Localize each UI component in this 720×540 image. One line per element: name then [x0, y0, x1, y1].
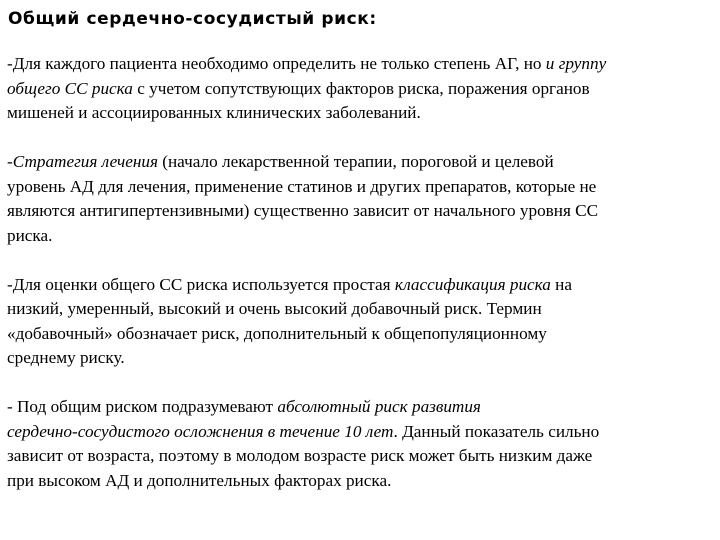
paragraph-spacer: [7, 248, 713, 273]
text-run: низкий, умеренный, высокий и очень высокий добавочный риск. Термин: [7, 299, 542, 318]
emphasis-run: общего СС риска: [7, 78, 133, 98]
text-line: [7, 273, 713, 298]
text-run: зависит от возраста, поэтому в молодом возрасте риск может быть низким даже: [7, 446, 593, 465]
slide-title: Общий сердечно-сосудистый риск:: [8, 9, 377, 29]
text-run: риска.: [7, 225, 53, 245]
text-line: [7, 101, 713, 126]
text-run: -: [7, 152, 13, 171]
emphasis-run: и группу: [545, 54, 607, 73]
paragraph-spacer: [7, 371, 713, 396]
text-line: [7, 346, 713, 371]
text-run: уровень АД для лечения, применение статинов и других препаратов, которые не: [7, 176, 597, 196]
emphasis-run: Стратегия лечения: [12, 152, 158, 171]
text-line: [7, 52, 713, 77]
text-run: - Под общим риском подразумевают: [7, 397, 278, 416]
text-run: на: [550, 274, 572, 294]
text-run: . Данный показатель сильно: [393, 421, 600, 441]
emphasis-run: абсолютный риск развития: [277, 397, 481, 416]
text-run: мишеней и ассоциированных клинических заболеваний.: [7, 103, 421, 122]
text-line: [7, 224, 713, 249]
paragraph-individual-assessment: [7, 52, 713, 126]
paragraph-treatment-strategy: [7, 150, 713, 248]
text-line: [7, 444, 713, 469]
text-run: -Для оценки общего СС риска используется простая: [7, 274, 395, 294]
text-line: [7, 322, 713, 347]
text-line: [7, 77, 713, 102]
text-run: с учетом сопутствующих факторов риска, поражения органов: [132, 78, 590, 98]
slide-body: [7, 52, 713, 493]
text-run: являются антигипертензивными) существенно зависит от начального уровня СС: [7, 201, 599, 220]
text-run: среднему риску.: [7, 348, 125, 367]
text-run: «добавочный» обозначает риск, дополнительный к общепопуляционному: [7, 323, 547, 343]
text-line: [7, 150, 713, 175]
text-line: [7, 297, 713, 322]
text-line: [7, 199, 713, 224]
emphasis-run: сердечно-сосудистого осложнения в течение 10 лет: [7, 421, 394, 441]
paragraph-risk-classification: [7, 273, 713, 371]
text-line: [7, 395, 713, 420]
text-run: -Для каждого пациента необходимо определить не только степень АГ, но: [7, 54, 546, 73]
text-run: при высоком АД и дополнительных факторах риска.: [7, 470, 392, 490]
text-line: [7, 469, 713, 494]
text-run: (начало лекарственной терапии, пороговой и целевой: [157, 152, 554, 171]
text-line: [7, 175, 713, 200]
paragraph-absolute-risk: [7, 395, 713, 493]
paragraph-spacer: [7, 126, 713, 151]
emphasis-run: классификация риска: [394, 274, 551, 294]
text-line: [7, 420, 713, 445]
